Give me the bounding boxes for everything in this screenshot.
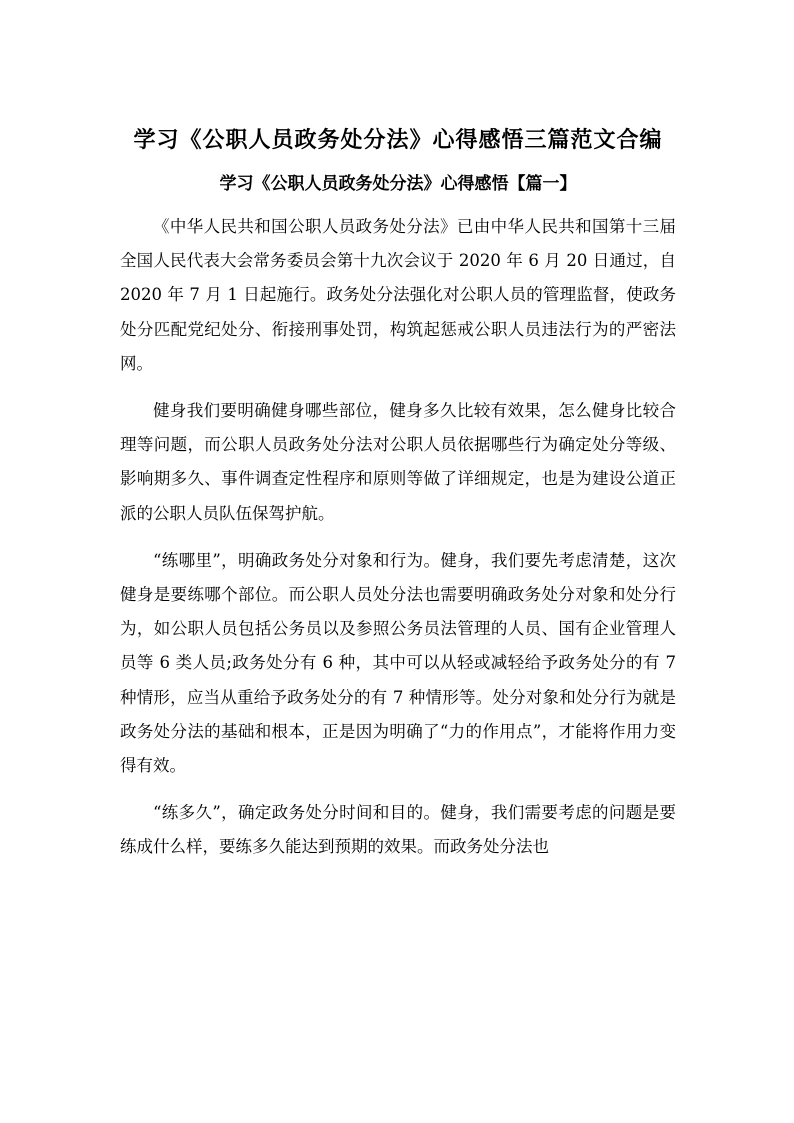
paragraph-4: “练多久”，确定政务处分时间和目的。健身，我们需要考虑的问题是要练成什么样，要练多久能达到预期的效果。而政务处分法也 — [120, 803, 676, 857]
document-title: 学习《公职人员政务处分法》心得感悟三篇范文合编 — [133, 127, 663, 153]
document-body — [120, 210, 676, 865]
paragraph-1: 《中华人民共和国公职人员政务处分法》已由中华人民共和国第十三届全国人民代表大会常务委员会第十九次会议于 2020 年 6 月 20 日通过，自 2020 年 7 月 1 日起施行。政务处分法强化对公职人员的管理监督，使政务处分匹配党纪处分、衔接刑事处罚，构筑起惩戒公职人员违法行为的严密法网。 — [120, 217, 676, 373]
paragraph-2: 健身我们要明确健身哪些部位，健身多久比较有效果，怎么健身比较合理等问题，而公职人员政务处分法对公职人员依据哪些行为确定处分等级、影响期多久、事件调查定性程序和原则等做了详细规定，也是为建设公道正派的公职人员队伍保驾护航。 — [120, 401, 676, 523]
paragraph-3: “练哪里”，明确政务处分对象和行为。健身，我们要先考虑清楚，这次健身是要练哪个部位。而公职人员处分法也需要明确政务处分对象和处分行为，如公职人员包括公务员以及参照公务员法管理的人员、国有企业管理人员等 6 类人员;政务处分有 6 种，其中可以从轻或减轻给予政务处分的有 7 种情形，应当从重给予政务处分的有 7 种情形等。处分对象和处分行为就是政务处分法的基础和根本，正是因为明确了“力的作用点”，才能将作用力变得有效。 — [120, 550, 676, 776]
section-subtitle: 学习《公职人员政务处分法》心得感悟【篇一】 — [219, 174, 577, 194]
